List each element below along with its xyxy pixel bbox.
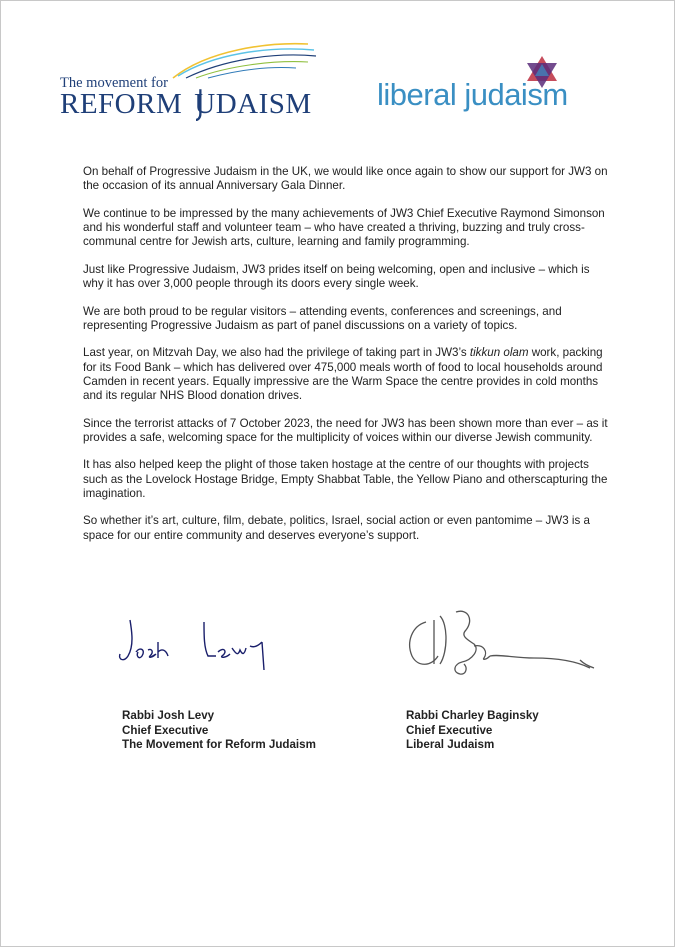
letter-body <box>83 165 613 556</box>
signature-josh-levy <box>112 612 282 672</box>
signatory-org: Liberal Judaism <box>406 738 495 751</box>
signatory-block-right <box>406 709 539 753</box>
signatory-block-left <box>122 709 316 753</box>
paragraph: So whether it’s art, culture, film, debate, politics, Israel, social action or even pantomime – JW3 is a space for our entire community and deserves everyone’s support. <box>83 514 590 542</box>
paragraph-text: Last year, on Mitzvah Day, we also had the privilege of taking part in JW3’s <box>83 346 470 360</box>
paragraph: On behalf of Progressive Judaism in the UK, we would like once again to show our support for JW3 on the occasion of its annual Anniversary Gala Dinner. <box>83 165 608 193</box>
paragraph-text: work, packing for its Food Bank – which has delivered over 475,000 meals worth of food to local households around Camden in recent years. Equally impressive are the Warm Space the centre provides in cold months and its regular NHS Blood donation drives. <box>83 346 603 402</box>
reform-wordmark <box>60 88 312 121</box>
signature-charley-baginsky <box>404 602 599 682</box>
swoosh-icon <box>168 40 318 80</box>
liberal-wordmark: liberal judaism <box>377 77 568 112</box>
reform-judaism-logo <box>60 40 322 125</box>
signatory-title: Chief Executive <box>406 723 493 737</box>
signatory-org: The Movement for Reform Judaism <box>122 738 316 751</box>
paragraph <box>83 346 613 403</box>
liberal-judaism-logo <box>377 55 592 125</box>
reform-j-glyph <box>196 87 203 123</box>
italic-term: tikkun olam <box>469 346 529 360</box>
signatory-name: Rabbi Charley Baginsky <box>406 709 539 722</box>
paragraph: We are both proud to be regular visitors – attending events, conferences and screenings, and representing Progressive Judaism as part of panel discussions on a variety of topics. <box>83 304 562 332</box>
reform-wordmark-udaism: UDAISM <box>194 88 312 120</box>
signatory-title: Chief Executive <box>122 723 209 737</box>
paragraph: We continue to be impressed by the many achievements of JW3 Chief Executive Raymond Simonson and his wonderful staff and volunteer team – who have created a thriving, buzzing and truly cross-communal centre for Jewish arts, culture, learning and family programming. <box>83 206 605 249</box>
paragraph: Just like Progressive Judaism, JW3 prides itself on being welcoming, open and inclusive – which is why it has over 3,000 people through its doors every single week. <box>83 262 590 290</box>
paragraph: It has also helped keep the plight of those taken hostage at the centre of our thoughts with projects such as the Lovelock Hostage Bridge, Empty Shabbat Table, the Yellow Piano and otherscapturing the imagination. <box>83 458 608 500</box>
signatory-name: Rabbi Josh Levy <box>122 709 215 722</box>
reform-tagline: The movement for <box>60 75 168 91</box>
paragraph: Since the terrorist attacks of 7 October 2023, the need for JW3 has been shown more than ever – as it provides a safe, welcoming space for the multiplicity of voices within our diverse Jewish community. <box>83 416 608 444</box>
reform-wordmark-reform: REFORM <box>60 88 183 120</box>
